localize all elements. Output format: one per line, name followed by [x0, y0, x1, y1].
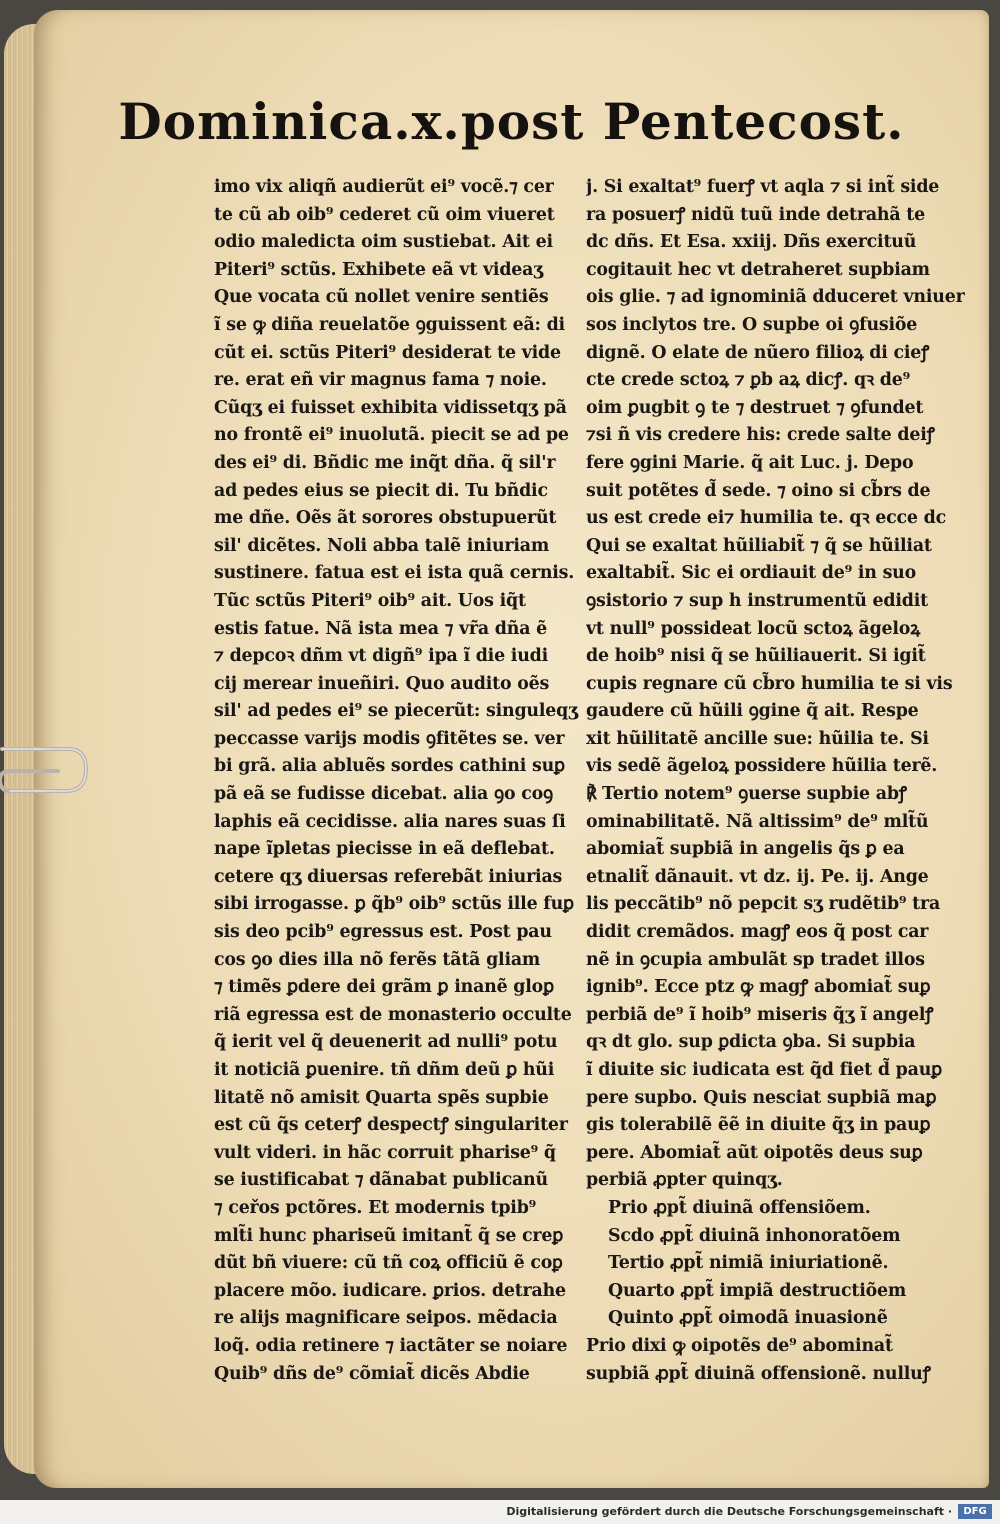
text-line: nẽ in ꝯcupia ambulãt sp tradet illos: [586, 949, 925, 970]
text-line: cogitauit hec vt detraheret supbiam: [586, 259, 930, 280]
text-line: j. Si exaltat⁹ fuerꝭ vt aqla ⁊ si int̃ side: [586, 177, 940, 197]
text-line: cupis regnare cũ cb̃ro humilia te si vis: [586, 673, 953, 694]
text-line: vt null⁹ possideat locũ sctoꝝ ãgeloꝝ: [586, 618, 921, 639]
text-line: me dñe. Oẽs ãt sorores obstupuerũt: [214, 508, 557, 529]
text-line: loq̃. odia retinere ⁊ iactãter se noiare: [214, 1335, 568, 1356]
text-line: ⁊si ñ vis credere his: crede salte deiꝭ: [586, 425, 935, 446]
text-line: Tertio ꝓpt̃ nimiã iniuriationẽ.: [608, 1253, 889, 1274]
text-line: us est crede ei⁊ humilia te. qꝛ ecce dc: [586, 508, 947, 529]
text-line: ominabilitatẽ. Nã altissim⁹ de⁹ mlt̃ũ: [586, 811, 929, 832]
text-line: ⁊ depcoꝛ dñm vt digñ⁹ ipa ĩ die iudi: [214, 646, 549, 667]
text-line: peccasse varijs modis ꝯfitẽtes se. ver: [214, 728, 565, 749]
text-line: de hoib⁹ nisi q̃ se hũiliauerit. Si igit̃: [586, 646, 926, 667]
text-line: oim ꝑugbit ꝯ te ⁊ destruet ⁊ ꝯfundet: [586, 397, 924, 418]
text-line: Prio dixi ꝙ oipotẽs de⁹ abominat̃: [586, 1335, 893, 1356]
text-line: gaudere cũ hũili ꝯgine q̃ ait. Respe: [586, 701, 919, 722]
text-line: mlt̃i hunc phariseũ imitant̃ q̃ se creꝑ: [214, 1225, 564, 1246]
text-line: supbiã ꝓpt̃ diuinã offensionẽ. nulluꝭ: [586, 1363, 931, 1384]
text-line: ad pedes eius se piecit di. Tu bñdic: [214, 480, 548, 501]
left-text-column: [214, 174, 594, 1388]
text-line: Qui se exaltat hũiliabit̃ ⁊ q̃ se hũiliat: [586, 535, 932, 556]
text-line: vis sedẽ ãgeloꝝ possidere hũilia terẽ.: [586, 756, 938, 777]
paperclip-icon: [0, 735, 92, 805]
text-line: ℟ Tertio notem⁹ ꝯuerse supbie abꝭ: [586, 784, 907, 805]
text-line: vult videri. in hãc corruit pharise⁹ q̃: [214, 1142, 556, 1163]
text-line: no frontẽ ei⁹ inuolutã. piecit se ad pe: [214, 425, 569, 446]
text-line: Piteri⁹ sctũs. Exhibete eã vt videaʒ: [214, 259, 543, 280]
text-line: Quarto ꝓpt̃ impiã destructiõem: [608, 1280, 907, 1301]
text-line: pere supbo. Quis nesciat supbiã maꝑ: [586, 1087, 937, 1108]
text-line: cte crede sctoꝝ ⁊ ꝑb aꝝ dicꝭ. qꝛ de⁹: [586, 370, 911, 391]
text-line: perbiã ꝓpter quinqʒ.: [586, 1170, 783, 1191]
text-line: ꝯsistorio ⁊ sup h instrumentũ edidit: [586, 590, 928, 611]
text-line: gis tolerabilẽ ẽẽ in diuite q̃ʒ in pauꝑ: [586, 1115, 931, 1136]
text-line: ĩ se ꝙ diña reuelatõe ꝯguissent eã: di: [214, 314, 565, 335]
text-line: te cũ ab oib⁹ cederet cũ oim viueret: [214, 204, 555, 225]
text-line: des ei⁹ di. Bñdic me inq̃t dña. q̃ sil'r: [214, 452, 556, 473]
dfg-logo: DFG: [958, 1504, 992, 1519]
text-line: odio maledicta oim sustiebat. Ait ei: [214, 232, 553, 253]
text-line: sis deo pcib⁹ egressus est. Post pau: [214, 922, 552, 943]
text-line: Prio ꝓpt̃ diuinã offensiõem.: [608, 1197, 871, 1218]
text-line: placere mõo. iudicare. ꝑrios. detrahe: [214, 1280, 566, 1301]
text-line: est cũ q̃s ceterꝭ despectꝭ singulariter: [214, 1115, 568, 1136]
text-line: Que vocata cũ nollet venire sentiẽs: [214, 287, 549, 308]
text-line: Quib⁹ dñs de⁹ cõmiat̃ dicẽs Abdie: [214, 1363, 530, 1384]
book-page: [34, 10, 989, 1488]
text-line: q̃ ierit vel q̃ deuenerit ad nulli⁹ potu: [214, 1032, 558, 1053]
text-line: Cũqʒ ei fuisset exhibita vidissetqʒ pã: [214, 397, 567, 418]
text-line: qꝛ dt glo. sup ꝑdicta ꝯba. Si supbia: [586, 1032, 916, 1053]
text-line: ⁊ timẽs ꝑdere dei grãm ꝑ inanẽ gloꝑ: [214, 977, 554, 998]
text-line: exaltabit̃. Sic ei ordiauit de⁹ in suo: [586, 563, 917, 584]
text-line: cos ꝯo dies illa nõ ferẽs tãtã gliam: [214, 949, 541, 970]
text-line: dũt bñ viuere: cũ tñ coꝝ officiũ ẽ coꝑ: [214, 1253, 563, 1274]
text-line: lis peccãtib⁹ nõ pepcit sʒ rudẽtib⁹ tra: [586, 894, 941, 915]
text-line: xit hũilitatẽ ancille sue: hũilia te. Si: [586, 728, 929, 749]
text-line: cij merear inueñiri. Quo audito oẽs: [214, 673, 550, 694]
text-line: sustinere. fatua est ei ista quã cernis.: [214, 563, 575, 584]
text-line: it noticiã ꝑuenire. tñ dñm deũ ꝑ hũi: [214, 1060, 555, 1080]
text-line: se iustificabat ⁊ dãnabat publicanũ: [214, 1170, 548, 1191]
text-line: pere. Abomiat̃ aũt oipotẽs deus suꝑ: [586, 1142, 923, 1163]
text-line: Tũc sctũs Piteri⁹ oib⁹ ait. Uos iq̃t: [214, 590, 526, 611]
text-line: bi grã. alia abluẽs sordes cathini suꝑ: [214, 756, 565, 777]
text-line: suit potẽtes d̃ sede. ⁊ oino si cb̃rs de: [586, 480, 931, 501]
funding-notice: Digitalisierung gefördert durch die Deutsche Forschungsgemeinschaft ·: [506, 1505, 952, 1518]
text-line: dc dñs. Et Esa. xxiij. Dñs exercituũ: [586, 232, 917, 253]
text-line: fere ꝯgini Marie. q̃ ait Luc. j. Depo: [586, 452, 914, 473]
text-line: ignib⁹. Ecce ptz ꝙ magꝭ abomiat̃ suꝑ: [586, 977, 931, 998]
text-line: ois glie. ⁊ ad ignominiã dduceret vniuer: [586, 287, 965, 308]
text-line: riã egressa est de monasterio occulte: [214, 1004, 572, 1025]
text-line: sos inclytos tre. O supbe oi ꝯfusiõe: [586, 314, 918, 335]
running-head: Dominica.x.post Pentecost.: [118, 92, 905, 151]
text-line: dignẽ. O elate de nũero filioꝝ di cieꝭ: [586, 342, 930, 363]
text-line: ra posuerꝭ nidũ tuũ inde detrahã te: [586, 204, 925, 225]
text-line: nape ĩpletas piecisse in eã deflebat.: [214, 839, 555, 860]
text-line: perbiã de⁹ ĩ hoib⁹ miseris q̃ʒ ĩ angelꝭ: [586, 1004, 934, 1025]
text-line: abomiat̃ supbiã in angelis q̃s ꝑ ea: [586, 839, 905, 860]
text-line: didit cremãdos. magꝭ eos q̃ post car: [586, 922, 929, 943]
text-line: pã eã se fudisse dicebat. alia ꝯo coꝯ: [214, 784, 554, 805]
text-line: re alijs magnificare seipos. mẽdacia: [214, 1308, 558, 1329]
text-line: cetere qʒ diuersas referebãt iniurias: [214, 866, 563, 887]
right-text-column: [586, 174, 981, 1388]
text-line: laphis eã cecidisse. alia nares suas ſi: [214, 811, 566, 832]
text-line: re. erat eñ vir magnus fama ⁊ noie.: [214, 370, 547, 391]
text-line: sibi irrogasse. ꝑ q̃b⁹ oib⁹ sctũs ille fuꝑ: [214, 894, 574, 915]
text-line: Quinto ꝓpt̃ oimodã inuasionẽ: [608, 1308, 888, 1329]
digitization-footer: [0, 1500, 1000, 1524]
text-line: etnalit̃ dãnauit. vt dz. ij. Pe. ij. Ange: [586, 866, 929, 887]
text-line: estis fatue. Nã ista mea ⁊ vr̃a dña ẽ: [214, 618, 547, 639]
text-line: litatẽ nõ amisit Quarta spẽs supbie: [214, 1087, 549, 1108]
text-line: ⁊ ceřos pctõres. Et modernis tpib⁹: [214, 1197, 537, 1218]
text-line: cũt ei. sctũs Piteri⁹ desiderat te vide: [214, 342, 561, 363]
text-line: Scdo ꝓpt̃ diuinã inhonoratõem: [608, 1225, 901, 1246]
text-line: ĩ diuite sic iudicata est q̃d fiet d̃ pauꝑ: [586, 1060, 942, 1080]
text-line: sil' dicẽtes. Noli abba talẽ iniuriam: [214, 535, 550, 556]
text-line: imo vix aliqñ audierũt ei⁹ vocẽ.⁊ cer: [214, 177, 554, 197]
text-line: sil' ad pedes ei⁹ se piecerũt: singuleqʒ: [214, 701, 578, 722]
